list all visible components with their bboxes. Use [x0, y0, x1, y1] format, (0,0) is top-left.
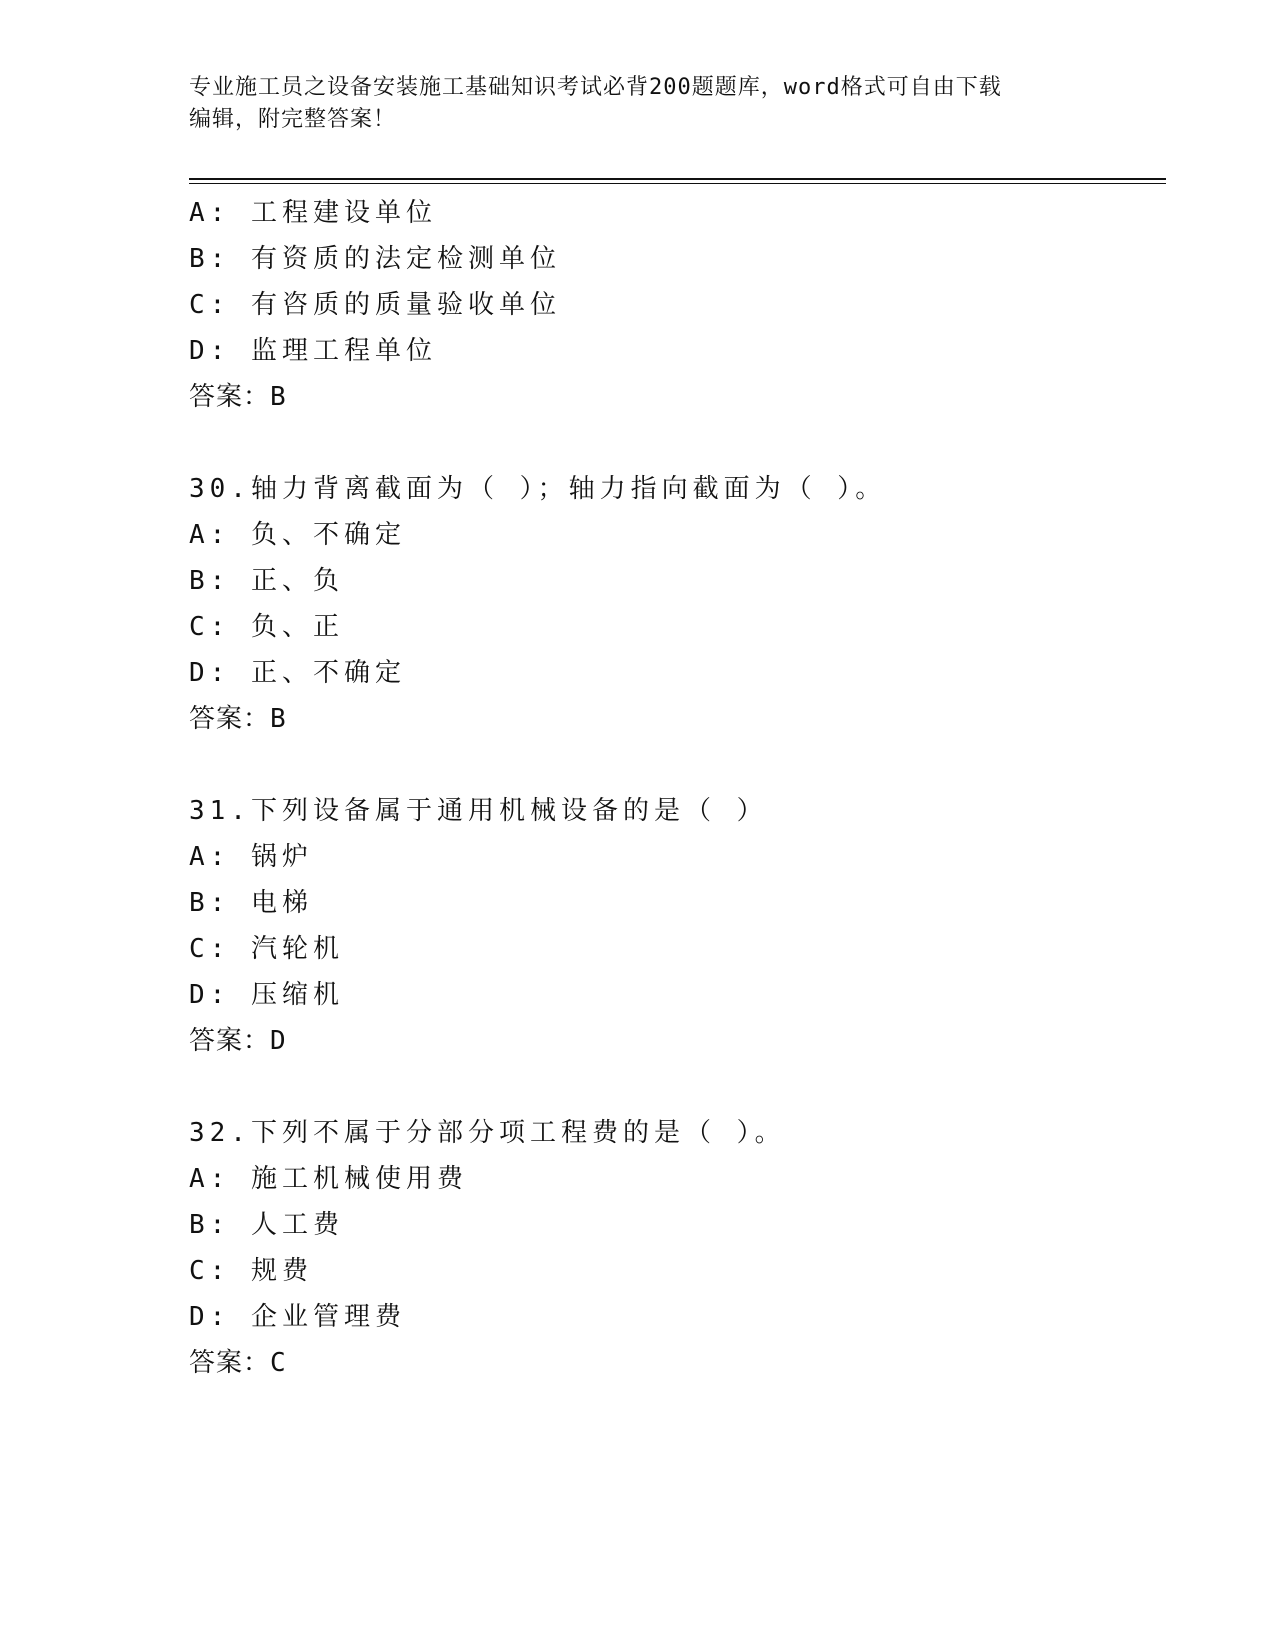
question-block-32 [189, 1110, 1166, 1386]
option-b: B: 人工费 [189, 1210, 344, 1240]
answer-line: 答案：C [189, 1348, 287, 1378]
question-text: 32.下列不属于分部分项工程费的是（ ）。 [189, 1118, 786, 1148]
question-text: 31.下列设备属于通用机械设备的是（ ） [189, 796, 768, 826]
answer-line: 答案：D [189, 1026, 287, 1056]
header-title-line-2: 编辑，附完整答案！ [189, 107, 397, 132]
question-block-31 [189, 788, 1166, 1064]
question-text: 30.轴力背离截面为（ ）；轴力指向截面为（ ）。 [189, 474, 887, 504]
answer-line: 答案：B [189, 704, 287, 734]
option-c: C: 汽轮机 [189, 934, 344, 964]
option-d: D: 企业管理费 [189, 1302, 406, 1332]
option-d: D: 正、不确定 [189, 658, 406, 688]
header-divider-thin [189, 183, 1166, 184]
answer-line: 答案：B [189, 382, 287, 412]
option-c: C: 有咨质的质量验收单位 [189, 290, 561, 320]
question-list [189, 190, 1166, 1432]
option-b: B: 有资质的法定检测单位 [189, 244, 561, 274]
question-block-29 [189, 190, 1166, 420]
option-c: C: 负、正 [189, 612, 344, 642]
option-b: B: 正、负 [189, 566, 344, 596]
option-d: D: 监理工程单位 [189, 336, 437, 366]
option-a: A: 锅炉 [189, 842, 313, 872]
header-title-line-1: 专业施工员之设备安装施工基础知识考试必背200题题库，word格式可自由下载 [189, 75, 1002, 100]
document-header [189, 72, 1089, 136]
header-divider-thick [189, 178, 1166, 180]
option-c: C: 规费 [189, 1256, 313, 1286]
option-a: A: 施工机械使用费 [189, 1164, 468, 1194]
question-block-30 [189, 466, 1166, 742]
option-b: B: 电梯 [189, 888, 313, 918]
option-d: D: 压缩机 [189, 980, 344, 1010]
option-a: A: 负、不确定 [189, 520, 406, 550]
option-a: A: 工程建设单位 [189, 198, 437, 228]
